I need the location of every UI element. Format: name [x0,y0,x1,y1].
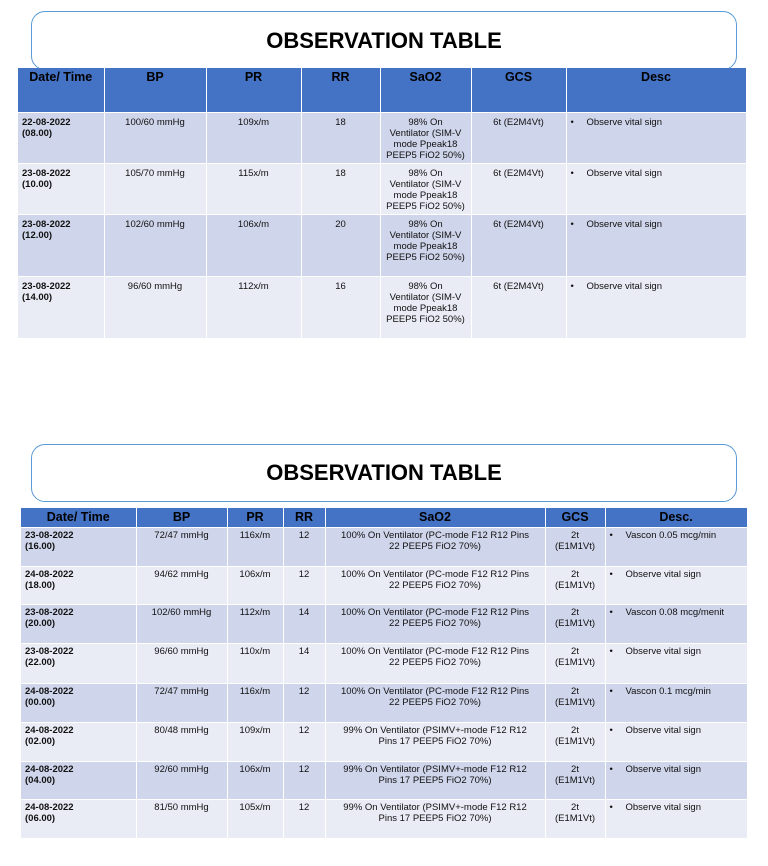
time-text: (20.00) [25,618,56,629]
bp-cell: 96/60 mmHg [104,277,206,338]
time-text: (12.00) [22,230,53,241]
desc-text: Observe vital sign [625,802,702,813]
bp-cell: 72/47 mmHg [136,528,227,567]
desc-cell [566,113,746,164]
table-row [21,528,747,567]
column-header-sao2: SaO2 [325,508,545,528]
desc-item [571,168,742,179]
column-header-bp: BP [104,68,206,113]
pr-cell: 109x/m [206,113,301,164]
date-text: 24-08-2022 [25,764,74,775]
gcs-line: 2t [571,607,579,618]
rr-cell: 20 [301,215,380,277]
sao2-cell [325,684,545,723]
pr-cell: 106x/m [227,762,283,800]
sao2-line: Pins 17 PEEP5 FiO2 70%) [378,736,492,747]
sao2-cell [380,113,471,164]
desc-cell [605,762,747,800]
desc-item [571,117,742,128]
date-time-cell [21,528,136,567]
pr-cell: 106x/m [206,215,301,277]
date-text: 23-08-2022 [22,219,71,230]
pr-cell: 106x/m [227,567,283,605]
sao2-line: 98% On [408,281,443,292]
column-header-desc: Desc [566,68,746,113]
desc-cell [605,567,747,605]
bullet-icon: • [609,569,613,580]
bp-cell: 92/60 mmHg [136,762,227,800]
desc-cell [566,277,746,338]
gcs-cell [545,528,605,567]
sao2-line: Ventilator (SIM-V [389,128,462,139]
date-text: 24-08-2022 [25,686,74,697]
sao2-line: 98% On [408,168,443,179]
sao2-line: Ventilator (SIM-V [389,179,462,190]
desc-cell [605,644,747,684]
bp-cell: 102/60 mmHg [136,605,227,644]
desc-text: Observe vital sign [586,281,663,292]
observation-table-1-title: OBSERVATION TABLE [31,11,737,70]
pr-cell: 115x/m [206,164,301,215]
bullet-icon: • [609,646,613,657]
table-row [18,277,746,338]
sao2-line: Pins 17 PEEP5 FiO2 70%) [378,775,492,786]
gcs-line: 2t [571,802,579,813]
date-time-cell [18,113,104,164]
sao2-cell [325,528,545,567]
gcs-line: 2t [571,764,579,775]
date-time-cell [21,800,136,838]
date-time-cell [21,723,136,762]
sao2-cell [380,164,471,215]
time-text: (10.00) [22,179,53,190]
time-text: (14.00) [22,292,53,303]
sao2-cell [325,723,545,762]
gcs-cell [545,567,605,605]
bp-cell: 100/60 mmHg [104,113,206,164]
sao2-line: 100% On Ventilator (PC-mode F12 R12 Pins [341,569,529,580]
sao2-line: mode Ppeak18 [393,241,458,252]
column-header-pr: PR [206,68,301,113]
desc-text: Observe vital sign [586,117,663,128]
sao2-line: 22 PEEP5 FiO2 70%) [389,580,481,591]
time-text: (06.00) [25,813,56,824]
bp-cell: 94/62 mmHg [136,567,227,605]
bp-cell: 105/70 mmHg [104,164,206,215]
bullet-icon: • [609,607,613,618]
sao2-line: 99% On Ventilator (PSIMV+-mode F12 R12 [343,764,527,775]
date-text: 23-08-2022 [25,607,74,618]
bp-cell: 81/50 mmHg [136,800,227,838]
sao2-cell [325,605,545,644]
sao2-line: 22 PEEP5 FiO2 70%) [389,541,481,552]
bullet-icon: • [609,530,613,541]
table-row [18,113,746,164]
date-text: 23-08-2022 [25,530,74,541]
time-text: (02.00) [25,736,56,747]
bullet-icon: • [570,117,574,128]
desc-item [571,219,742,230]
sao2-cell [325,644,545,684]
pr-cell: 110x/m [227,644,283,684]
desc-cell [605,528,747,567]
column-header-gcs: GCS [471,68,566,113]
desc-text: Vascon 0.1 mcg/min [625,686,711,697]
desc-item [610,686,743,697]
sao2-line: 22 PEEP5 FiO2 70%) [389,657,481,668]
gcs-cell: 6t (E2M4Vt) [471,277,566,338]
date-time-cell [18,164,104,215]
bullet-icon: • [570,281,574,292]
bullet-icon: • [609,802,613,813]
gcs-cell [545,723,605,762]
gcs-line: (E1M1Vt) [554,541,596,552]
bullet-icon: • [570,219,574,230]
column-header-sao2: SaO2 [380,68,471,113]
gcs-line: (E1M1Vt) [554,775,596,786]
sao2-line: PEEP5 FiO2 50%) [386,252,465,263]
pr-cell: 105x/m [227,800,283,838]
sao2-line: PEEP5 FiO2 50%) [386,150,465,161]
date-text: 23-08-2022 [22,168,71,179]
desc-text: Observe vital sign [586,219,663,230]
sao2-line: mode Ppeak18 [393,190,458,201]
gcs-line: 2t [571,725,579,736]
table-row [21,605,747,644]
date-time-cell [18,215,104,277]
column-header-pr: PR [227,508,283,528]
desc-cell [605,684,747,723]
desc-cell [566,215,746,277]
table-row [21,800,747,838]
sao2-line: PEEP5 FiO2 50%) [386,314,465,325]
gcs-line: 2t [571,686,579,697]
desc-text: Observe vital sign [625,569,702,580]
table-row [21,644,747,684]
desc-text: Observe vital sign [625,764,702,775]
sao2-line: 100% On Ventilator (PC-mode F12 R12 Pins [341,607,529,618]
rr-cell: 12 [283,800,325,838]
table-row [18,215,746,277]
date-text: 24-08-2022 [25,725,74,736]
pr-cell: 112x/m [206,277,301,338]
table-row [21,762,747,800]
sao2-line: 100% On Ventilator (PC-mode F12 R12 Pins [341,530,529,541]
bp-cell: 72/47 mmHg [136,684,227,723]
column-header-date-time: Date/ Time [21,508,136,528]
time-text: (08.00) [22,128,53,139]
gcs-cell [545,684,605,723]
gcs-line: 2t [571,646,579,657]
observation-table-2 [21,508,748,838]
sao2-line: mode Ppeak18 [393,303,458,314]
table-header-row [21,508,747,528]
column-header-rr: RR [301,68,380,113]
date-time-cell [21,762,136,800]
gcs-line: 2t [571,530,579,541]
sao2-cell [325,800,545,838]
observation-table-1 [18,68,747,338]
desc-item [610,530,743,541]
sao2-line: 98% On [408,219,443,230]
table-row [21,723,747,762]
sao2-line: Ventilator (SIM-V [389,230,462,241]
table-row [18,164,746,215]
time-text: (04.00) [25,775,56,786]
desc-text: Observe vital sign [586,168,663,179]
desc-text: Observe vital sign [625,725,702,736]
date-text: 22-08-2022 [22,117,71,128]
date-time-cell [21,684,136,723]
gcs-line: 2t [571,569,579,580]
sao2-cell [380,215,471,277]
gcs-line: (E1M1Vt) [554,813,596,824]
rr-cell: 12 [283,567,325,605]
date-time-cell [21,605,136,644]
desc-item [610,569,743,580]
sao2-line: Pins 17 PEEP5 FiO2 70%) [378,813,492,824]
rr-cell: 18 [301,164,380,215]
desc-text: Observe vital sign [625,646,702,657]
table-row [21,567,747,605]
observation-table-2-title: OBSERVATION TABLE [31,444,737,502]
desc-item [610,802,743,813]
time-text: (18.00) [25,580,56,591]
desc-item [571,281,742,292]
sao2-line: 99% On Ventilator (PSIMV+-mode F12 R12 [343,802,527,813]
sao2-line: PEEP5 FiO2 50%) [386,201,465,212]
date-time-cell [18,277,104,338]
desc-cell [605,723,747,762]
desc-cell [566,164,746,215]
gcs-cell [545,800,605,838]
bullet-icon: • [570,168,574,179]
rr-cell: 12 [283,723,325,762]
date-text: 24-08-2022 [25,802,74,813]
sao2-line: 100% On Ventilator (PC-mode F12 R12 Pins [341,646,529,657]
gcs-cell: 6t (E2M4Vt) [471,215,566,277]
gcs-cell [545,605,605,644]
bullet-icon: • [609,686,613,697]
rr-cell: 12 [283,684,325,723]
desc-item [610,725,743,736]
sao2-line: Ventilator (SIM-V [389,292,462,303]
bp-cell: 96/60 mmHg [136,644,227,684]
bullet-icon: • [609,764,613,775]
bullet-icon: • [609,725,613,736]
desc-text: Vascon 0.05 mcg/min [625,530,717,541]
column-header-bp: BP [136,508,227,528]
column-header-desc: Desc. [605,508,747,528]
time-text: (22.00) [25,657,56,668]
gcs-cell [545,762,605,800]
rr-cell: 14 [283,605,325,644]
gcs-line: (E1M1Vt) [554,618,596,629]
gcs-cell: 6t (E2M4Vt) [471,113,566,164]
column-header-date-time: Date/ Time [18,68,104,113]
time-text: (16.00) [25,541,56,552]
date-text: 23-08-2022 [25,646,74,657]
sao2-line: 98% On [408,117,443,128]
sao2-cell [325,567,545,605]
table-header-row [18,68,746,113]
table-row [21,684,747,723]
pr-cell: 116x/m [227,528,283,567]
rr-cell: 16 [301,277,380,338]
time-text: (00.00) [25,697,56,708]
pr-cell: 116x/m [227,684,283,723]
sao2-line: mode Ppeak18 [393,139,458,150]
rr-cell: 12 [283,528,325,567]
desc-text: Vascon 0.08 mcg/menit [625,607,725,618]
pr-cell: 112x/m [227,605,283,644]
desc-cell [605,800,747,838]
desc-item [610,764,743,775]
sao2-line: 22 PEEP5 FiO2 70%) [389,618,481,629]
desc-item [610,607,743,618]
pr-cell: 109x/m [227,723,283,762]
column-header-gcs: GCS [545,508,605,528]
rr-cell: 14 [283,644,325,684]
sao2-cell [325,762,545,800]
gcs-line: (E1M1Vt) [554,736,596,747]
date-text: 23-08-2022 [22,281,71,292]
gcs-line: (E1M1Vt) [554,580,596,591]
sao2-line: 100% On Ventilator (PC-mode F12 R12 Pins [341,686,529,697]
sao2-line: 99% On Ventilator (PSIMV+-mode F12 R12 [343,725,527,736]
sao2-line: 22 PEEP5 FiO2 70%) [389,697,481,708]
desc-cell [605,605,747,644]
rr-cell: 18 [301,113,380,164]
rr-cell: 12 [283,762,325,800]
bp-cell: 80/48 mmHg [136,723,227,762]
date-time-cell [21,644,136,684]
gcs-cell [545,644,605,684]
sao2-cell [380,277,471,338]
date-time-cell [21,567,136,605]
desc-item [610,646,743,657]
gcs-cell: 6t (E2M4Vt) [471,164,566,215]
bp-cell: 102/60 mmHg [104,215,206,277]
gcs-line: (E1M1Vt) [554,657,596,668]
date-text: 24-08-2022 [25,569,74,580]
column-header-rr: RR [283,508,325,528]
gcs-line: (E1M1Vt) [554,697,596,708]
